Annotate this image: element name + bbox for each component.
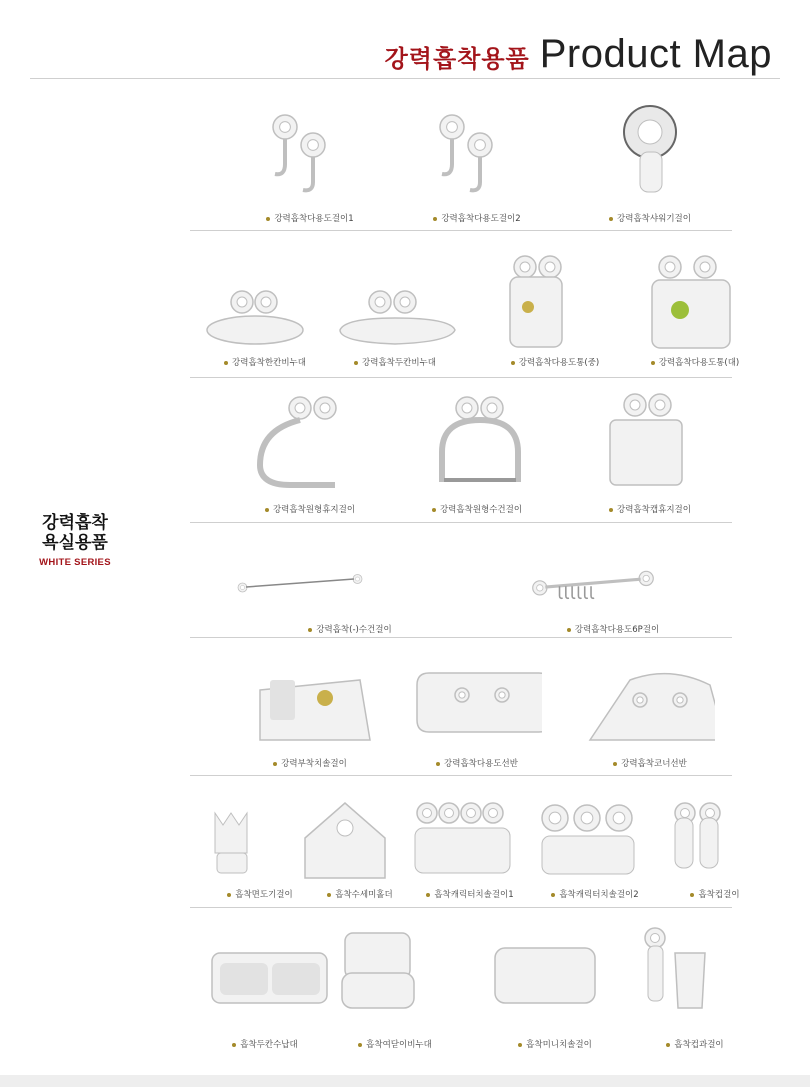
ring-paper-holder-icon (245, 390, 375, 490)
product-label (402, 212, 552, 224)
product-row (190, 640, 732, 776)
product-label (620, 1038, 770, 1050)
bullet-icon (433, 217, 437, 221)
bullet-icon (266, 217, 270, 221)
bullet-icon (232, 1043, 236, 1047)
cup-hook-icon (650, 788, 780, 888)
bullet-icon (426, 893, 430, 897)
soap-dish-icon (200, 252, 330, 352)
bullet-icon (327, 893, 331, 897)
product-item[interactable] (200, 910, 330, 1055)
product-item[interactable] (585, 640, 715, 776)
product-label (190, 1038, 340, 1050)
bullet-icon (690, 893, 694, 897)
bullet-icon (613, 762, 617, 766)
series-label (30, 513, 120, 568)
product-item[interactable] (548, 525, 678, 638)
cup-holder-icon (630, 918, 760, 1018)
bullet-icon (358, 1043, 362, 1047)
product-label (538, 623, 688, 635)
product-name: 흡착컵과걸이 (674, 1040, 724, 1050)
tall-holder-icon (490, 252, 620, 352)
bullet-icon (666, 1043, 670, 1047)
product-label (190, 356, 340, 368)
product-label (320, 356, 470, 368)
page-header (385, 32, 772, 77)
product-item[interactable] (200, 232, 330, 378)
product-item[interactable] (285, 525, 415, 638)
ring-towel-holder-icon (412, 390, 542, 490)
footer-strip (0, 1075, 810, 1087)
product-name: 강력흡착다용도통(대) (658, 358, 740, 368)
product-item[interactable] (245, 640, 375, 776)
character-rack-icon (405, 788, 535, 888)
row-divider (190, 775, 732, 776)
series-title-line1: 강력흡착 (42, 513, 108, 533)
product-item[interactable] (245, 95, 375, 230)
product-item[interactable] (245, 380, 375, 523)
product-name: 강력흡착다용도걸이1 (274, 214, 354, 224)
bullet-icon (567, 628, 571, 632)
bullet-icon (224, 361, 228, 365)
bullet-icon (354, 361, 358, 365)
bullet-icon (432, 508, 436, 512)
product-item[interactable] (630, 232, 760, 378)
bullet-icon (436, 762, 440, 766)
bullet-icon (551, 893, 555, 897)
product-name: 강력흡착샤워기걸이 (617, 214, 691, 224)
product-name: 강력흡착(-)수건걸이 (316, 625, 392, 635)
product-label (402, 503, 552, 515)
hook-bar-icon (528, 530, 693, 630)
product-row (190, 910, 732, 1055)
product-item[interactable] (412, 640, 542, 776)
product-name: 강력흡착다용도6P걸이 (574, 625, 660, 635)
row-divider (190, 907, 732, 908)
product-row (190, 778, 740, 908)
product-label (575, 757, 725, 769)
tray-icon (200, 918, 330, 1018)
product-name: 강력부착치솔걸이 (281, 759, 347, 769)
bullet-icon (651, 361, 655, 365)
product-name: 강력흡착원형휴지걸이 (272, 505, 356, 515)
row-divider (190, 522, 732, 523)
row-divider (190, 230, 732, 231)
product-label (640, 888, 790, 900)
product-row (190, 380, 732, 523)
product-name: 흡착캐릭터치솔걸이2 (559, 890, 639, 900)
product-label (620, 356, 770, 368)
product-item[interactable] (412, 380, 542, 523)
product-label (235, 757, 385, 769)
product-row (190, 95, 732, 230)
product-name: 흡착수세미홀더 (335, 890, 393, 900)
product-item[interactable] (585, 95, 715, 230)
lidded-soap-box-icon (330, 918, 460, 1018)
product-label (480, 1038, 630, 1050)
box-holder-icon (630, 252, 760, 352)
shower-holder-icon (585, 97, 715, 197)
long-soap-dish-icon (330, 252, 460, 352)
product-item[interactable] (585, 380, 715, 523)
bullet-icon (273, 762, 277, 766)
product-label (235, 212, 385, 224)
toothbrush-rack-icon (245, 650, 375, 750)
header-divider (30, 78, 780, 79)
product-item[interactable] (330, 232, 460, 378)
bullet-icon (518, 1043, 522, 1047)
product-name: 강력흡착두칸비누대 (362, 358, 436, 368)
product-item[interactable] (490, 232, 620, 378)
corner-shelf-icon (585, 650, 715, 750)
bullet-icon (308, 628, 312, 632)
product-label (320, 1038, 470, 1050)
product-row (190, 525, 732, 638)
product-label (575, 503, 725, 515)
product-name: 강력흡착다용도선반 (444, 759, 518, 769)
product-item[interactable] (330, 910, 460, 1055)
product-name: 강력흡착캡휴지걸이 (617, 505, 691, 515)
product-label (275, 623, 425, 635)
bullet-icon (227, 893, 231, 897)
product-name: 강력흡착원형수건걸이 (439, 505, 523, 515)
row-divider (190, 377, 732, 378)
row-divider (190, 637, 732, 638)
product-name: 흡착미니치솔걸이 (526, 1040, 592, 1050)
mini-holder-icon (490, 918, 620, 1018)
product-item[interactable] (630, 910, 760, 1055)
product-item[interactable] (405, 778, 535, 908)
product-name: 흡착캐릭터치솔걸이1 (434, 890, 514, 900)
cap-paper-holder-icon (585, 390, 715, 490)
product-name: 강력흡착다용도걸이2 (441, 214, 521, 224)
english-title: Product Map (539, 32, 772, 76)
shelf-icon (412, 650, 542, 750)
flower-rack-icon (530, 788, 660, 888)
product-label (480, 356, 630, 368)
product-name: 강력흡착한칸비누대 (232, 358, 306, 368)
product-name: 흡착여닫이비누대 (366, 1040, 432, 1050)
product-label (235, 503, 385, 515)
korean-title: 강력흡착용품 (384, 44, 530, 73)
double-hook-icon (245, 97, 375, 197)
double-hook-icon (412, 97, 542, 197)
bullet-icon (265, 508, 269, 512)
product-label (575, 212, 725, 224)
series-title-line2: 욕실용품 (42, 533, 108, 553)
product-name: 강력흡착코너선반 (621, 759, 687, 769)
product-name: 강력흡착다용도통(중) (518, 358, 600, 368)
product-name: 흡착두칸수납대 (240, 1040, 298, 1050)
product-name: 흡착면도기걸이 (235, 890, 293, 900)
product-label (402, 757, 552, 769)
towel-bar-icon (235, 530, 495, 630)
product-row (190, 232, 740, 378)
product-item[interactable] (412, 95, 542, 230)
product-name: 흡착컵걸이 (698, 890, 740, 900)
product-item[interactable] (490, 910, 620, 1055)
bullet-icon (609, 508, 613, 512)
product-item[interactable] (650, 778, 780, 908)
bullet-icon (511, 361, 515, 365)
bullet-icon (609, 217, 613, 221)
series-name: WHITE SERIES (39, 557, 111, 568)
